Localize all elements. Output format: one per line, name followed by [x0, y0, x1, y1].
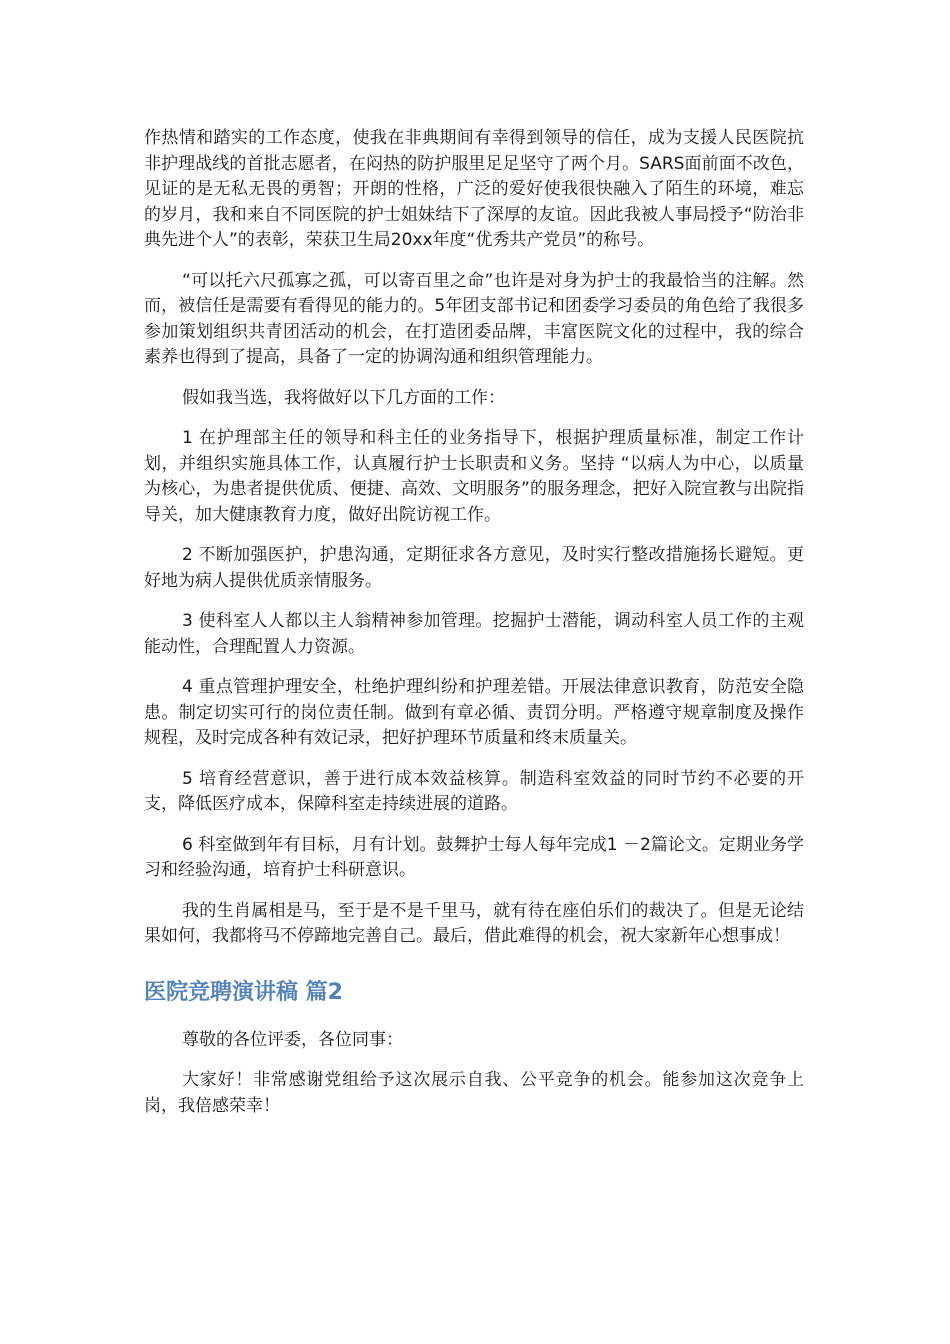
paragraph-plan-2: 2 不断加强医护，护患沟通，定期征求各方意见，及时实行整改措施扬长避短。更好地为病人提供优质亲情服务。: [144, 545, 804, 591]
paragraph-plan-6: 6 科室做到年有目标，月有计划。鼓舞护士每人每年完成1 －2篇论文。定期业务学习和经验沟通，培育护士科研意识。: [144, 834, 804, 880]
paragraph-closing: 我的生肖属相是马，至于是不是千里马，就有待在座伯乐们的裁决了。但是无论结果如何，我都将马不停蹄地完善自己。最后，借此难得的机会，祝大家新年心想事成！: [144, 900, 804, 946]
paragraph-plan-4: 4 重点管理护理安全，杜绝护理纠纷和护理差错。开展法律意识教育，防范安全隐患。制定切实可行的岗位责任制。做到有章必循、责罚分明。严格遵守规章制度及操作规程，及时完成各种有效记录，把好护理环节质量和终末质量关。: [144, 677, 804, 748]
paragraph-salutation: 尊敬的各位评委，各位同事：: [182, 1029, 403, 1050]
paragraph-if-elected: 假如我当选，我将做好以下几方面的工作：: [182, 387, 505, 408]
section-heading: 医院竞聘演讲稿 篇2: [144, 979, 343, 1005]
paragraph-sars-volunteer: 作热情和踏实的工作态度，使我在非典期间有幸得到领导的信任，成为支援人民医院抗非护理战线的首批志愿者，在闷热的防护服里足足坚守了两个月。SARS面前面不改色，见证的是无私无畏的勇智；开朗的性格，广泛的爱好使我很快融入了陌生的环境，难忘的岁月，我和来自不同医院的护士姐妹结下了深厚的友谊。因此我被人事局授予“防治非典先进个人”的表彰，荣获卫生局20xx年度“优秀共产党员”的称号。: [144, 128, 804, 250]
paragraph-plan-5: 5 培育经营意识，善于进行成本效益核算。制造科室效益的同时节约不必要的开支，降低医疗成本，保障科室走持续进展的道路。: [144, 768, 804, 814]
paragraph-greeting: 大家好！非常感谢党组给予这次展示自我、公平竞争的机会。能参加这次竞争上岗，我倍感荣幸！: [144, 1070, 804, 1116]
paragraph-plan-3: 3 使科室人人都以主人翁精神参加管理。挖掘护士潜能，调动科室人员工作的主观能动性，合理配置人力资源。: [144, 611, 804, 657]
paragraph-plan-1: 1 在护理部主任的领导和科主任的业务指导下，根据护理质量标准，制定工作计划，并组织实施具体工作，认真履行护士长职责和义务。坚持 “以病人为中心，以质量为核心，为患者提供优质、便捷、高效、文明服务”的服务理念，把好入院宣教与出院指导关，加大健康教育力度，做好出院访视工作。: [144, 428, 804, 525]
paragraph-trust: “可以托六尺孤寡之孤，可以寄百里之命”也许是对身为护士的我最恰当的注解。然而，被信任是需要有看得见的能力的。5年团支部书记和团委学习委员的角色给了我很多参加策划组织共青团活动的机会，在打造团委品牌，丰富医院文化的过程中，我的综合素养也得到了提高，具备了一定的协调沟通和组织管理能力。: [144, 270, 804, 367]
